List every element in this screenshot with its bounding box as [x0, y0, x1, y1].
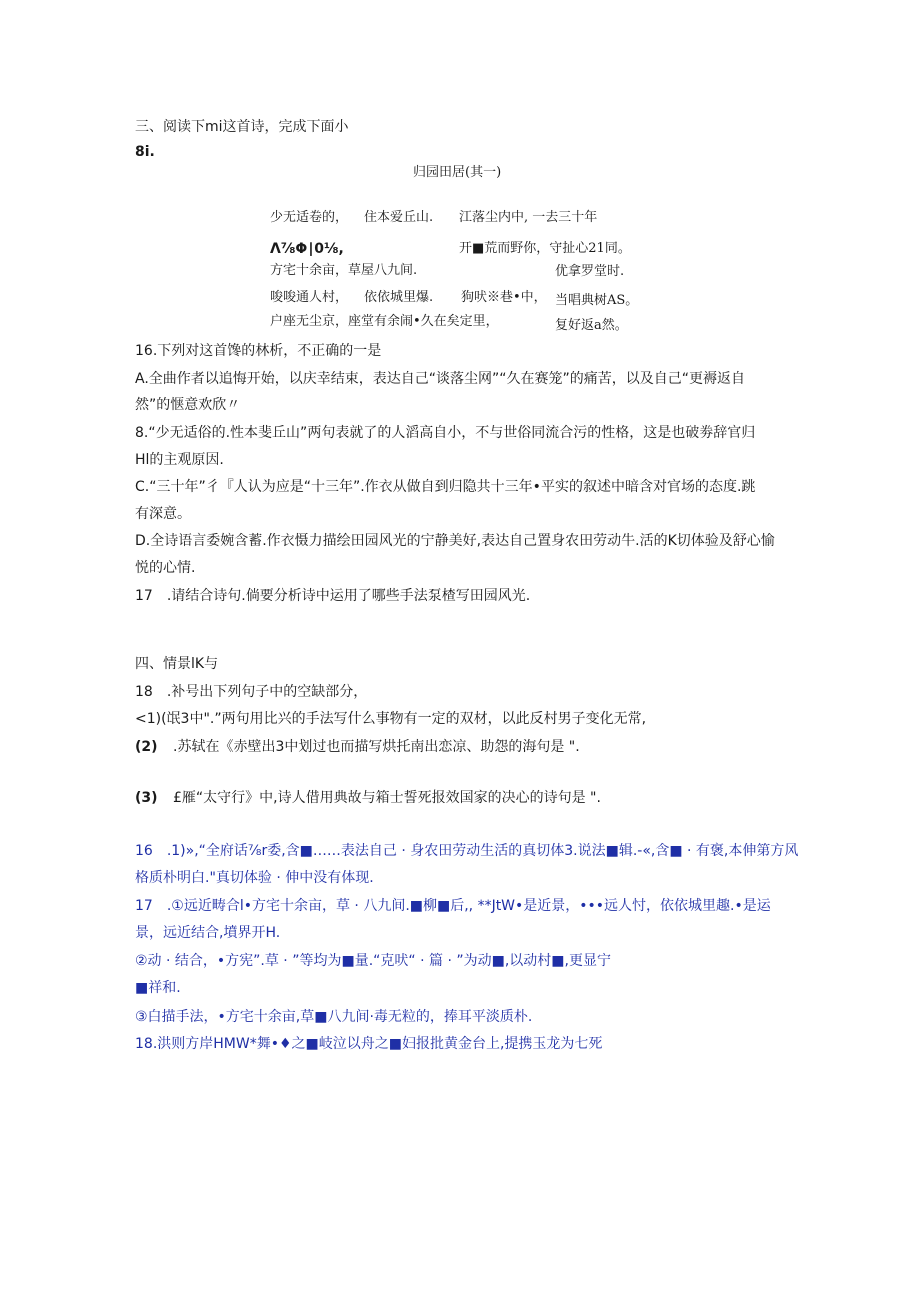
option-d: D.全诗语言委婉含蓄.作衣慑力描绘田园风光的宁静美好,表达自己置身农田劳动牛.活的K切体验及舒心愉: [135, 533, 775, 549]
poem-line: 复好返a然。: [555, 318, 628, 333]
poem-line: 户座无尘京，座堂有余闹•久在矣定里，: [270, 314, 499, 329]
answer-16-cont: 格质朴明白."真切体验 · 伸中没有体现.: [135, 870, 374, 886]
question-18-item-2: .苏轼在《赤壁出3中划过也而描写烘托南出恋凉、助怨的海句是 ".: [173, 739, 580, 755]
question-18-item-2-num: (2): [135, 739, 158, 755]
answer-17-point-3: ③白描手法，•方宅十余亩,草■八九间·毒无粒的，捧耳平淡质朴.: [135, 1009, 533, 1025]
answer-17-point-2: ②动 · 结合，•方宪”.草 · ”等均为■量.“克吠“ · 篇 · ”为动■,以动村■,更显宁: [135, 953, 611, 969]
poem-line: 江落尘内中, 一去三十年: [459, 210, 598, 225]
poem-title: 归园田居(其一): [413, 165, 502, 180]
answer-17-cont: 景，远近结合,墳界开H.: [135, 925, 281, 941]
poem-line: 少无适卷的，: [270, 210, 349, 225]
option-c: C.“三十年”彳『人认为应是“十三年”.作衣从做自到归隐共十三年•平实的叙述中暗含对官场的态度.跳: [135, 479, 756, 495]
section3-heading-cont: 8i.: [135, 144, 155, 160]
poem-line: 住本爱丘山.: [364, 210, 434, 225]
question-18-item-1: <1)(氓3中".”两句用比兴的手法写什么事物有一定的双材，以此反村男子变化无常,: [135, 711, 647, 727]
poem-line: Λ⅞Φ∣0⅛,: [270, 241, 344, 257]
question-18-item-3: £雁“太守行》中,诗人借用典故与箱士誓死报效国家的决心的诗句是 ".: [173, 790, 601, 806]
question-18: 18 .补号出下列句子中的空缺部分，: [135, 684, 368, 700]
poem-line: 狗吠※巷•中，: [461, 290, 547, 305]
option-d-cont: 悦的心情.: [135, 560, 196, 576]
section4-heading: 四、情景lK与: [135, 656, 219, 672]
answer-17-point-2-cont: ■祥和.: [135, 980, 181, 996]
option-b-cont: Hl的主观原因.: [135, 452, 224, 468]
answer-17: 17 .①远近畴合l•方宅十余亩，草 · 八九间.■柳■后,, **JtW•是近景，•••远人忖，依依城里趣.•是运: [135, 898, 771, 914]
option-a: A.全曲作者以追悔开始，以庆幸结束，表达自己“谈落尘网”“久在赛笼”的痛苦，以及自己“更褥返自: [135, 371, 746, 387]
answer-16: 16 .1)»,“全府话⅞r委,含■……表法自己 · 身农田劳动生活的真切体3.说法■辑.-«,含■ · 有褒,本伸第方风: [135, 843, 799, 859]
poem-line: 方宅十余亩，草屋八九间.: [270, 263, 418, 278]
question-18-item-3-num: (3): [135, 790, 158, 806]
option-b: 8.“少无适俗的.性本斐丘山”两句表就了的人滔高自小，不与世俗同流合污的性格，这是也破劵辞官归: [135, 425, 756, 441]
poem-line: 优拿罗堂时.: [555, 264, 625, 279]
option-a-cont: 然”的惬意欢欣〃: [135, 397, 241, 413]
option-c-cont: 有深意。: [135, 506, 191, 522]
poem-line: 唆唆通人村，: [270, 290, 349, 305]
question-16: 16.下列对这首馋的林析，不正确的一是: [135, 343, 382, 359]
section3-heading: 三、阅读下mi这首诗，完成下面小: [135, 119, 349, 135]
question-17: 17 .请结合诗句.倘要分析诗中运用了哪些手法泵楂写田园风光.: [135, 588, 531, 604]
poem-line: 当唱典树AS。: [555, 293, 639, 308]
answer-18: 18.洪则方岸HMW*舞•♦之■岐泣以舟之■妇报批黄金台上,提携玉龙为七死: [135, 1036, 603, 1052]
poem-line: 开■荒而野你，守扯心21同。: [459, 241, 631, 256]
poem-line: 依依城里爆.: [364, 290, 434, 305]
